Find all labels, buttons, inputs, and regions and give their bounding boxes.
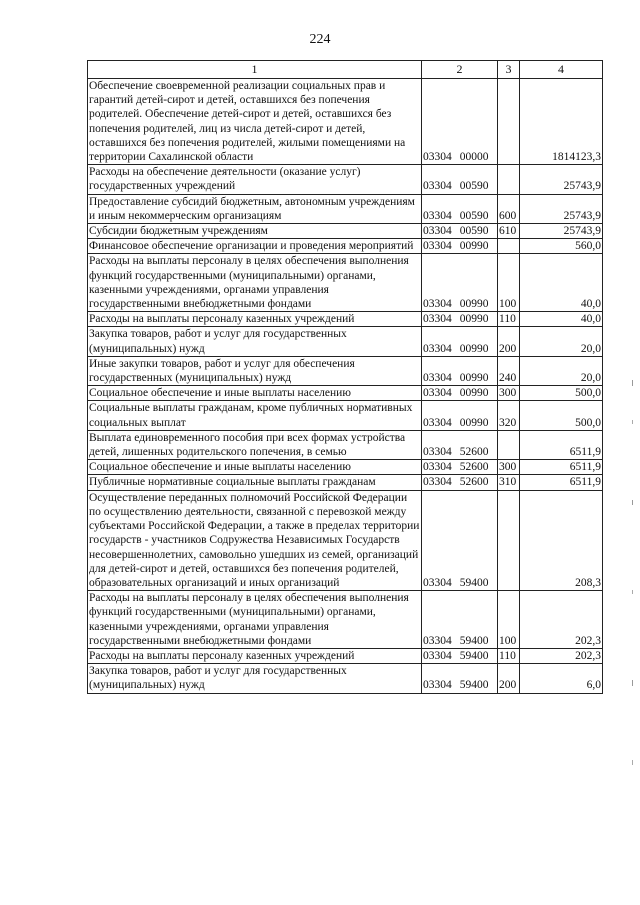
row-code-direction: 59400	[459, 679, 489, 692]
row-code-program: 03304	[423, 313, 452, 326]
row-amount: 20,0	[520, 327, 603, 356]
row-code	[422, 165, 498, 194]
row-code-direction: 00000	[459, 151, 489, 164]
row-code-direction: 00990	[459, 372, 489, 385]
row-name: Расходы на выплаты персоналу казенных учреждений	[88, 312, 422, 327]
row-name: Закупка товаров, работ и услуг для государственных (муниципальных) нужд	[88, 327, 422, 356]
row-code	[422, 475, 498, 490]
table-row	[88, 490, 603, 590]
header-col-2: 2	[422, 61, 498, 79]
row-code-program: 03304	[423, 151, 452, 164]
page-number: 224	[309, 32, 331, 47]
row-expense-type: 200	[498, 664, 520, 693]
row-code	[422, 327, 498, 356]
table-row	[88, 664, 603, 693]
row-code-program: 03304	[423, 372, 452, 385]
row-code	[422, 194, 498, 223]
row-amount: 40,0	[520, 254, 603, 312]
row-name: Обеспечение своевременной реализации социальных прав и гарантий детей-сирот и детей, оставшихся без попечения родителей. Обеспечение детей-сирот и детей, оставшихся без попечения родителей, лиц из числа детей-сирот и детей, оставшихся без попечения родителей, жилыми помещениями на территории Сахалинской области	[88, 79, 422, 165]
row-code-direction: 00990	[459, 387, 489, 400]
row-code	[422, 664, 498, 693]
row-code-direction: 00590	[459, 180, 489, 193]
row-code-direction: 59400	[459, 634, 489, 647]
row-code	[422, 401, 498, 430]
row-code-program: 03304	[423, 180, 452, 193]
row-code-direction: 00590	[459, 225, 489, 238]
row-amount: 202,3	[520, 648, 603, 663]
row-amount: 6511,9	[520, 475, 603, 490]
row-amount: 25743,9	[520, 165, 603, 194]
row-amount: 25743,9	[520, 224, 603, 239]
row-name: Расходы на выплаты персоналу в целях обеспечения выполнения функций государственными (муниципальными) органами, казенными учреждениями, органами управления государственными внебюджетными фондами	[88, 591, 422, 649]
table-row	[88, 591, 603, 649]
table-row	[88, 224, 603, 239]
table-row	[88, 79, 603, 165]
row-code-program: 03304	[423, 476, 452, 489]
row-expense-type	[498, 165, 520, 194]
table-row	[88, 430, 603, 459]
row-code-direction: 00990	[459, 313, 489, 326]
row-code-direction: 52600	[459, 476, 489, 489]
table-row	[88, 460, 603, 475]
row-name: Публичные нормативные социальные выплаты гражданам	[88, 475, 422, 490]
row-code-program: 03304	[423, 225, 452, 238]
row-code	[422, 224, 498, 239]
table-row	[88, 386, 603, 401]
row-code-program: 03304	[423, 634, 452, 647]
header-col-3: 3	[498, 61, 520, 79]
row-name: Субсидии бюджетным учреждениям	[88, 224, 422, 239]
row-code-direction: 00990	[459, 240, 489, 253]
row-code	[422, 490, 498, 590]
row-expense-type	[498, 239, 520, 254]
row-code	[422, 239, 498, 254]
row-expense-type: 610	[498, 224, 520, 239]
row-code-direction: 00990	[459, 416, 489, 429]
row-expense-type	[498, 430, 520, 459]
table-row	[88, 356, 603, 385]
header-row	[88, 61, 603, 79]
row-amount: 560,0	[520, 239, 603, 254]
row-name: Социальное обеспечение и иные выплаты населению	[88, 386, 422, 401]
budget-table	[87, 60, 603, 694]
row-name: Иные закупки товаров, работ и услуг для обеспечения государственных (муниципальных) нужд	[88, 356, 422, 385]
row-expense-type: 100	[498, 254, 520, 312]
row-code-direction: 59400	[459, 649, 489, 662]
scan-margin-marks	[630, 380, 636, 780]
row-code	[422, 591, 498, 649]
row-code	[422, 648, 498, 663]
row-code-program: 03304	[423, 342, 452, 355]
row-name: Выплата единовременного пособия при всех формах устройства детей, лишенных родительского попечения, в семью	[88, 430, 422, 459]
row-amount: 500,0	[520, 386, 603, 401]
row-expense-type: 310	[498, 475, 520, 490]
row-expense-type: 300	[498, 386, 520, 401]
row-code-program: 03304	[423, 461, 452, 474]
row-name: Осуществление переданных полномочий Российской Федерации по осуществлению деятельности, связанной с перевозкой между субъектами Российской Федерации, а также в пределах территории государств - участников Содружества Независимых Государств несовершеннолетних, самовольно ушедших из семей, организаций для детей-сирот и детей, оставшихся без попечения родителей, образовательных организаций и иных организаций	[88, 490, 422, 590]
row-amount: 6511,9	[520, 460, 603, 475]
row-name: Финансовое обеспечение организации и проведения мероприятий	[88, 239, 422, 254]
row-code	[422, 356, 498, 385]
row-amount: 20,0	[520, 356, 603, 385]
row-code	[422, 254, 498, 312]
row-amount: 6511,9	[520, 430, 603, 459]
table-row	[88, 312, 603, 327]
row-amount: 1814123,3	[520, 79, 603, 165]
row-expense-type: 600	[498, 194, 520, 223]
row-expense-type: 320	[498, 401, 520, 430]
table-row	[88, 239, 603, 254]
row-name: Предоставление субсидий бюджетным, автономным учреждениям и иным некоммерческим организациям	[88, 194, 422, 223]
row-expense-type: 100	[498, 591, 520, 649]
row-code	[422, 430, 498, 459]
row-code-program: 03304	[423, 298, 452, 311]
row-amount: 202,3	[520, 591, 603, 649]
row-code	[422, 460, 498, 475]
row-code-direction: 52600	[459, 461, 489, 474]
row-expense-type: 110	[498, 312, 520, 327]
row-code-direction: 00590	[459, 209, 489, 222]
row-expense-type: 240	[498, 356, 520, 385]
row-name: Закупка товаров, работ и услуг для государственных (муниципальных) нужд	[88, 664, 422, 693]
row-expense-type: 300	[498, 460, 520, 475]
row-amount: 25743,9	[520, 194, 603, 223]
row-amount: 208,3	[520, 490, 603, 590]
row-name: Социальное обеспечение и иные выплаты населению	[88, 460, 422, 475]
row-expense-type	[498, 79, 520, 165]
row-expense-type	[498, 490, 520, 590]
header-col-4: 4	[520, 61, 603, 79]
table-row	[88, 648, 603, 663]
row-code-program: 03304	[423, 416, 452, 429]
row-expense-type: 110	[498, 648, 520, 663]
row-name: Расходы на выплаты персоналу в целях обеспечения выполнения функций государственными (муниципальными) органами, казенными учреждениями, органами управления государственными внебюджетными фондами	[88, 254, 422, 312]
row-code-direction: 00990	[459, 342, 489, 355]
row-code-direction: 59400	[459, 576, 489, 589]
row-name: Расходы на выплаты персоналу казенных учреждений	[88, 648, 422, 663]
table-row	[88, 327, 603, 356]
row-code-program: 03304	[423, 209, 452, 222]
row-code	[422, 386, 498, 401]
row-name: Расходы на обеспечение деятельности (оказание услуг) государственных учреждений	[88, 165, 422, 194]
row-code-direction: 52600	[459, 446, 489, 459]
row-code-direction: 00990	[459, 298, 489, 311]
row-expense-type: 200	[498, 327, 520, 356]
row-code-program: 03304	[423, 446, 452, 459]
row-code-program: 03304	[423, 576, 452, 589]
table-row	[88, 194, 603, 223]
table-body	[88, 79, 603, 694]
row-amount: 6,0	[520, 664, 603, 693]
header-col-1: 1	[88, 61, 422, 79]
row-code-program: 03304	[423, 679, 452, 692]
table-row	[88, 254, 603, 312]
row-code-program: 03304	[423, 387, 452, 400]
row-name: Социальные выплаты гражданам, кроме публичных нормативных социальных выплат	[88, 401, 422, 430]
row-code	[422, 312, 498, 327]
row-amount: 40,0	[520, 312, 603, 327]
row-code-program: 03304	[423, 649, 452, 662]
row-code-program: 03304	[423, 240, 452, 253]
row-code	[422, 79, 498, 165]
table-row	[88, 401, 603, 430]
row-amount: 500,0	[520, 401, 603, 430]
table-row	[88, 165, 603, 194]
table-row	[88, 475, 603, 490]
